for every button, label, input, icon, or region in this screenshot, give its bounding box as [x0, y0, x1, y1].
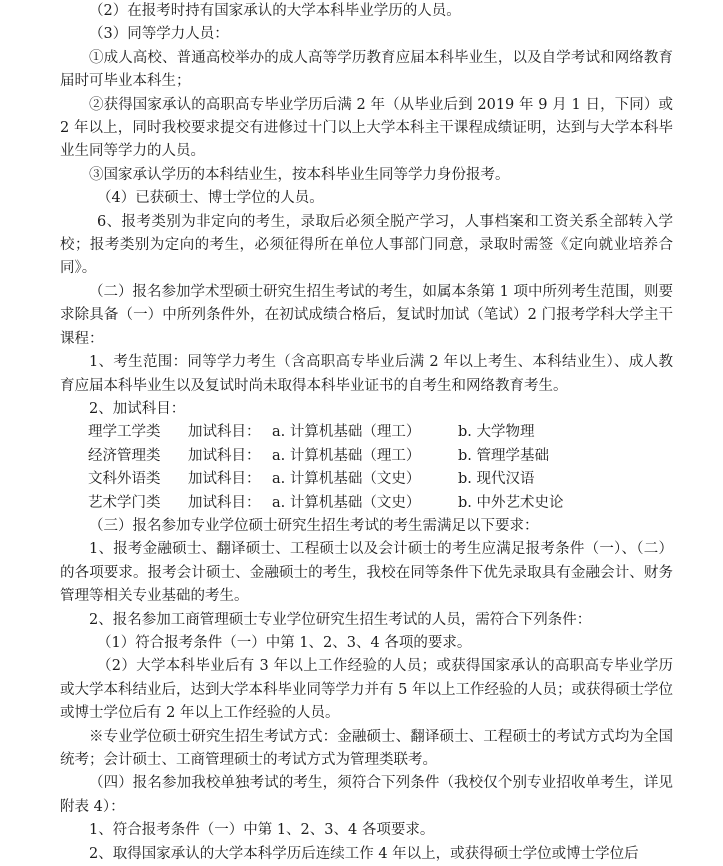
paragraph: 1、符合报考条件（一）中第 1、2、3、4 各项要求。	[89, 822, 435, 839]
paragraph: （二）报名参加学术型硕士研究生招生考试的考生，如属本条第 1 项中所列考生范围，则要求除具备（一）中所列条件外，在初试成绩合格后，复试时加试（笔试）2 门报考学科大学主干课程：	[60, 283, 673, 347]
paragraph: （3）同等学力人员：	[89, 26, 229, 43]
subject-category: 理学工学类	[88, 424, 161, 441]
subject-b: b. 中外艺术史论	[458, 494, 564, 511]
subject-a: a. 计算机基础（文史）	[272, 494, 421, 511]
paragraph: 1、考生范围：同等学力考生（含高职高专毕业后满 2 年以上考生、本科结业生）、成人教育应届本科毕业生以及复试时尚未取得本科毕业证书的自考生和网络教育考生。	[60, 354, 673, 394]
subject-label: 加试科目：	[188, 424, 261, 441]
subject-a: a. 计算机基础（理工）	[272, 447, 421, 464]
paragraph: 6、报考类别为非定向的考生，录取后必须全脱产学习，人事档案和工资关系全部转入学校；报考类别为定向的考生，必须征得所在单位人事部门同意，录取时需签《定向就业培养合同》。	[60, 213, 673, 277]
subject-a: a. 计算机基础（理工）	[272, 424, 421, 441]
paragraph: 2、报名参加工商管理硕士专业学位研究生招生考试的人员，需符合下列条件：	[89, 611, 592, 628]
table-row	[88, 468, 598, 491]
subject-b: b. 管理学基础	[458, 447, 549, 464]
table-row	[88, 492, 598, 515]
table-row	[88, 445, 598, 468]
paragraph: ②获得国家承认的高职高专毕业学历后满 2 年（从毕业后到 2019 年 9 月 1 日，下同）或 2 年以上，同时我校要求提交有进修过十门以上大学本科主干课程成绩证明，达到与大学本科毕业生同等学力的人员。	[60, 96, 673, 160]
paragraph: 2、取得国家承认的大学本科学历后连续工作 4 年以上，或获得硕士学位或博士学位后	[89, 845, 639, 862]
paragraph: （四）报名参加我校单独考试的考生，须符合下列条件（我校仅个别专业招收单考生，详见附表 4）：	[60, 775, 673, 815]
paragraph: 1、报考金融硕士、翻译硕士、工程硕士以及会计硕士的考生应满足报考条件（一）、（二）的各项要求。报考会计硕士、金融硕士的考生，我校在同等条件下优先录取具有金融会计、财务管理等相关专业基础的考生。	[60, 541, 673, 605]
extra-subjects-table	[88, 421, 598, 515]
subject-a: a. 计算机基础（文史）	[272, 471, 421, 488]
subject-b: b. 大学物理	[458, 424, 535, 441]
paragraph: （三）报名参加专业学位硕士研究生招生考试的考生需满足以下要求：	[89, 517, 539, 534]
table-row	[88, 421, 598, 444]
subject-category: 文科外语类	[88, 471, 161, 488]
subject-label: 加试科目：	[188, 494, 261, 511]
subject-label: 加试科目：	[188, 471, 261, 488]
paragraph: （2）大学本科毕业后有 3 年以上工作经验的人员；或获得国家承认的高职高专毕业学历或大学本科结业后，达到大学本科毕业同等学力并有 5 年以上工作经验的人员；或获得硕士学位或博士学位后有 2 年以上工作经验的人员。	[60, 658, 673, 722]
subject-category: 经济管理类	[88, 447, 161, 464]
subject-b: b. 现代汉语	[458, 471, 535, 488]
paragraph: （4）已获硕士、博士学位的人员。	[97, 190, 324, 207]
subject-label: 加试科目：	[188, 447, 261, 464]
paragraph: ③国家承认学历的本科结业生，按本科毕业生同等学力身份报考。	[89, 166, 510, 183]
subject-category: 艺术学门类	[88, 494, 161, 511]
paragraph: 2、加试科目：	[89, 400, 186, 417]
paragraph: （2）在报考时持有国家承认的大学本科毕业学历的人员。	[89, 3, 461, 19]
paragraph: （1）符合报考条件（一）中第 1、2、3、4 各项的要求。	[97, 634, 472, 651]
paragraph: ※专业学位硕士研究生招生考试方式：金融硕士、翻译硕士、工程硕士的考试方式均为全国统考；会计硕士、工商管理硕士的考试方式为管理类联考。	[60, 728, 673, 768]
paragraph: ①成人高校、普通高校举办的成人高等学历教育应届本科毕业生，以及自学考试和网络教育届时可毕业本科生；	[60, 49, 673, 90]
